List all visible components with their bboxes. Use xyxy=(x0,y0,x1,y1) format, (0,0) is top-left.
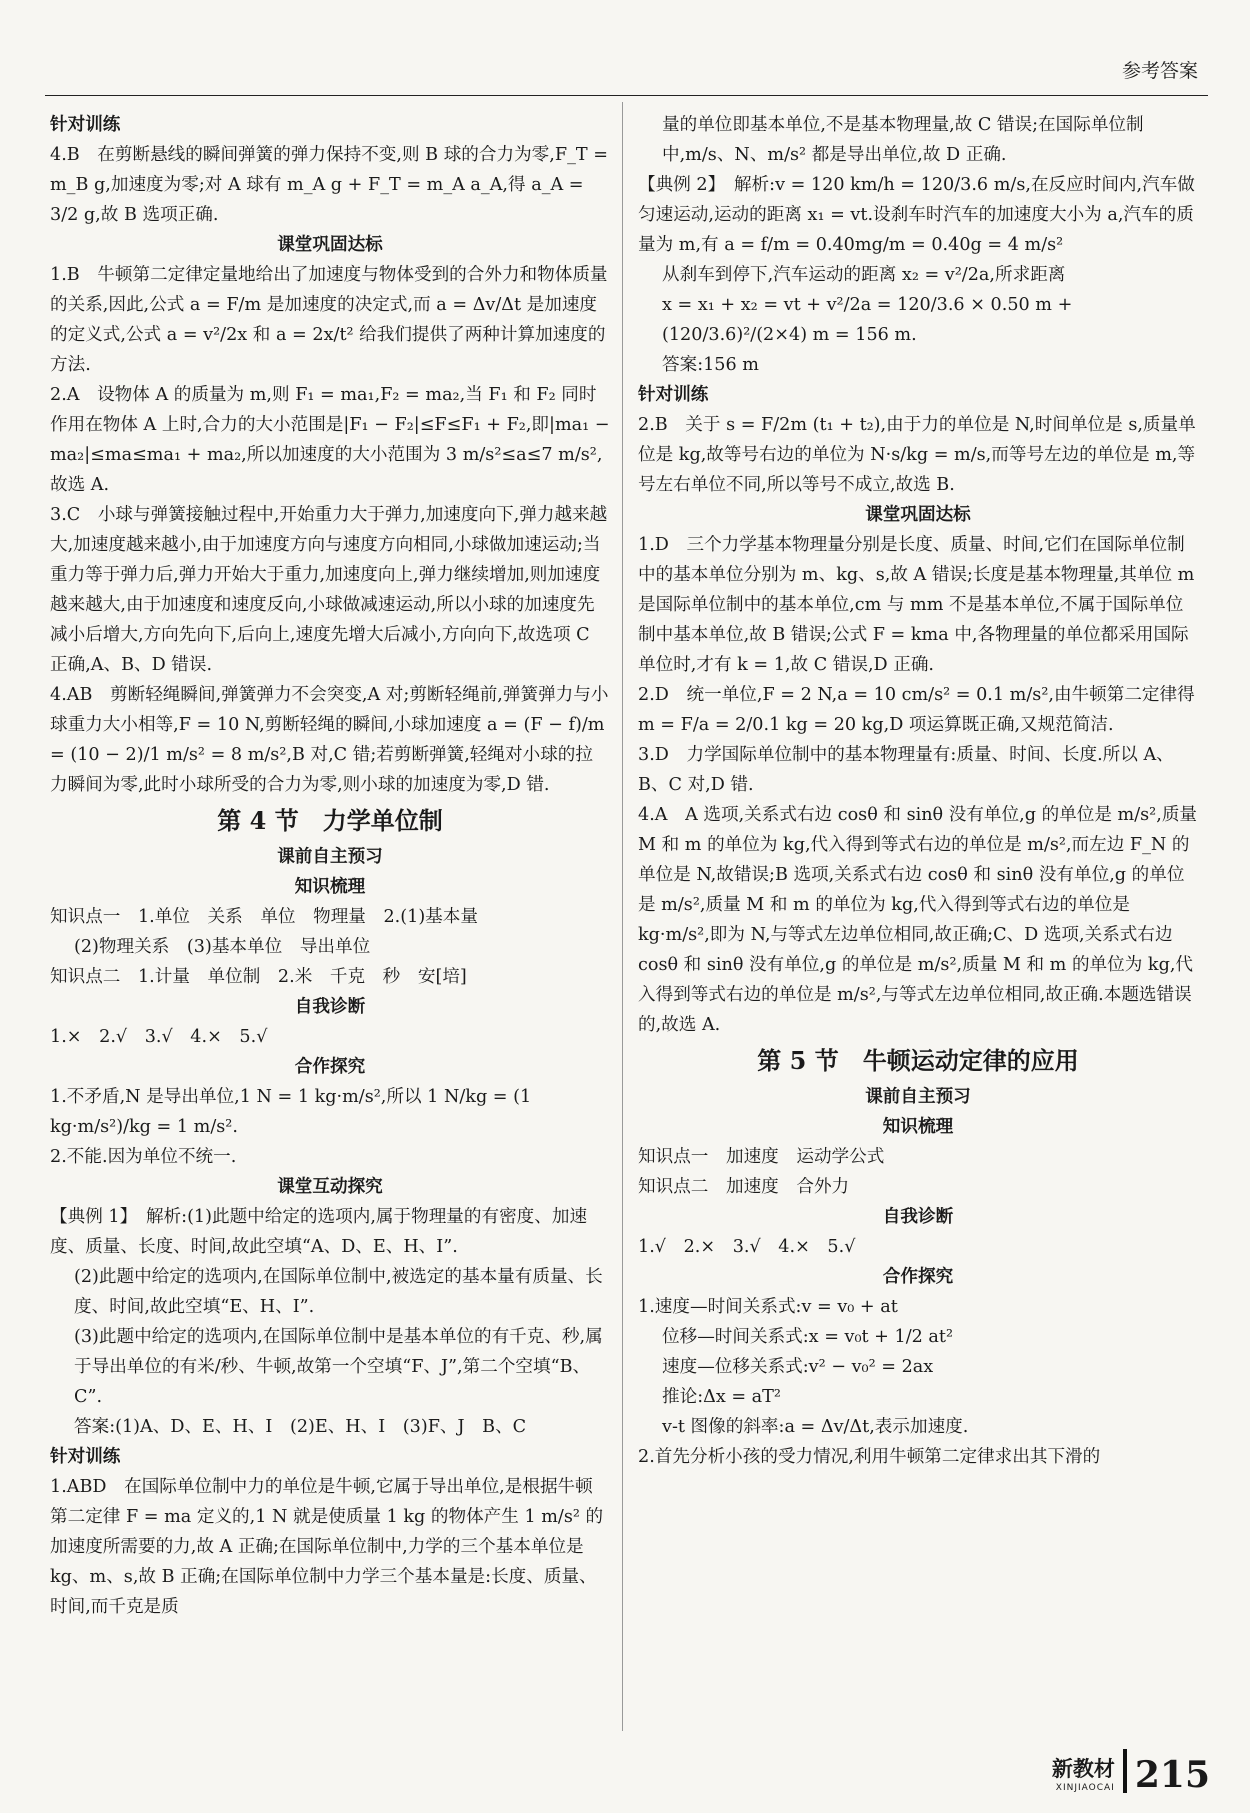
answer-paragraph: 2.D 统一单位,F = 2 N,a = 10 cm/s² = 0.1 m/s²,由牛顿第二定律得 m = F/a = 2/0.1 kg = 20 kg,D 项运算既正确,又规范简洁. xyxy=(638,685,1195,735)
chapter-title: 第 5 节 牛顿运动定律的应用 xyxy=(757,1046,1079,1075)
answer-paragraph: 知识点二 加速度 合外力 xyxy=(638,1177,850,1197)
subsection-heading: 针对训练 xyxy=(50,114,121,135)
answer-paragraph: 量的单位即基本单位,不是基本物理量,故 C 错误;在国际单位制中,m/s、N、m/s² 都是导出单位,故 D 正确. xyxy=(662,115,1144,165)
answer-paragraph: 2.不能.因为单位不统一. xyxy=(50,1147,237,1167)
section-heading: 课前自主预习 xyxy=(277,846,383,867)
section-heading: 合作探究 xyxy=(294,1056,366,1077)
section-heading: 自我诊断 xyxy=(294,996,366,1017)
answer-paragraph: 4.AB 剪断轻绳瞬间,弹簧弹力不会突变,A 对;剪断轻绳前,弹簧弹力与小球重力大小相等,F = 10 N,剪断轻绳的瞬间,小球加速度 a = (F − f)/m = (10 − 2)/1 m/s² = 8 m/s²,B 对,C 错;若剪断弹簧,轻绳对小球的拉力瞬间为零,此时小球所受的合力为零,则小球的加速度为零,D 错. xyxy=(50,685,609,795)
answer-paragraph: v-t 图像的斜率:a = Δv/Δt,表示加速度. xyxy=(662,1417,969,1437)
brand-pinyin: XINJIAOCAI xyxy=(1055,1783,1115,1793)
brand-logo xyxy=(1052,1753,1115,1793)
answer-paragraph: 答案:(1)A、D、E、H、I (2)E、H、I (3)F、J B、C xyxy=(74,1417,527,1437)
section-heading: 合作探究 xyxy=(882,1266,954,1287)
answer-paragraph: 知识点一 1.单位 关系 单位 物理量 2.(1)基本量 xyxy=(50,907,478,927)
section-heading: 知识梳理 xyxy=(294,876,366,897)
answer-paragraph: 4.A A 选项,关系式右边 cosθ 和 sinθ 没有单位,g 的单位是 m/s²,质量 M 和 m 的单位为 kg,代入得到等式右边的单位是 m/s²,而左边 F_N 的单位是 N,故错误;B 选项,关系式右边 cosθ 和 sinθ 没有单位,g 的单位是 m/s²,质量 M 和 m 的单位为 kg,代入得到等式右边的单位是 kg·m/s²,即为 N,与等式左边单位相同,故正确;C、D 选项,关系式右边 cosθ 和 sinθ 没有单位,g 的单位是 m/s²,质量 M 和 m 的单位为 kg,代入得到等式右边的单位是 m/s²,与等式左边单位相同,故正确.本题选错误的,故选 A. xyxy=(638,805,1198,1035)
header-rule xyxy=(45,95,1208,96)
answer-paragraph: (2)此题中给定的选项内,在国际单位制中,被选定的基本量有质量、长度、时间,故此空填“E、H、I”. xyxy=(74,1267,603,1317)
subsection-heading: 针对训练 xyxy=(50,1446,121,1467)
section-heading: 知识梳理 xyxy=(882,1116,954,1137)
brand-name: 新教材 xyxy=(1051,1757,1115,1781)
page-footer xyxy=(1051,1749,1210,1796)
answer-paragraph: 推论:Δx = aT² xyxy=(662,1387,781,1407)
answer-paragraph: 1.√ 2.× 3.√ 4.× 5.√ xyxy=(638,1237,856,1257)
answer-paragraph: 2.B 关于 s = F/2m (t₁ + t₂),由于力的单位是 N,时间单位是 s,质量单位是 kg,故等号右边的单位为 N·s/kg = m/s,而等号左边的单位是 m,等号左右单位不同,所以等号不成立,故选 B. xyxy=(638,415,1196,495)
answer-paragraph: 3.C 小球与弹簧接触过程中,开始重力大于弹力,加速度向下,弹力越来越大,加速度越来越小,由于加速度方向与速度方向相同,小球做加速运动;当重力等于弹力后,弹力开始大于重力,加速度向上,弹力继续增加,则加速度越来越大,由于加速度和速度反向,小球做减速运动,所以小球的加速度先减小后增大,方向先向下,后向上,速度先增大后减小,方向向下,故选项 C 正确,A、B、D 错误. xyxy=(50,505,608,675)
answer-paragraph: 1.不矛盾,N 是导出单位,1 N = 1 kg·m/s²,所以 1 N/kg = (1 kg·m/s²)/kg = 1 m/s². xyxy=(50,1087,532,1137)
answer-paragraph: 1.速度—时间关系式:v = v₀ + at xyxy=(638,1297,898,1317)
answer-paragraph: 3.D 力学国际单位制中的基本物理量有:质量、时间、长度.所以 A、B、C 对,D 错. xyxy=(638,745,1174,795)
answer-paragraph: 1.ABD 在国际单位制中力的单位是牛顿,它属于导出单位,是根据牛顿第二定律 F = ma 定义的,1 N 就是使质量 1 kg 的物体产生 1 m/s² 的加速度所需要的力,故 A 正确;在国际单位制中,力学的三个基本单位是 kg、m、s,故 B 正确;在国际单位制中力学三个基本量是:长度、质量、时间,而千克是质 xyxy=(50,1477,604,1617)
answer-paragraph: 知识点二 1.计量 单位制 2.米 千克 秒 安[培] xyxy=(50,967,467,987)
answer-paragraph: 2.A 设物体 A 的质量为 m,则 F₁ = ma₁,F₂ = ma₂,当 F₁ 和 F₂ 同时作用在物体 A 上时,合力的大小范围是|F₁ − F₂|≤F≤F₁ + F₂,即|ma₁ − ma₂|≤ma≤ma₁ + ma₂,所以加速度的大小范围为 3 m/s²≤a≤7 m/s²,故选 A. xyxy=(50,385,610,495)
answer-paragraph: (3)此题中给定的选项内,在国际单位制中是基本单位的有千克、秒,属于导出单位的有米/秒、牛顿,故第一个空填“F、J”,第二个空填“B、C”. xyxy=(74,1327,603,1407)
answer-paragraph: x = x₁ + x₂ = vt + v²/2a = 120/3.6 × 0.50 m + (120/3.6)²/(2×4) m = 156 m. xyxy=(662,295,1073,345)
answer-paragraph: 从刹车到停下,汽车运动的距离 x₂ = v²/2a,所求距离 xyxy=(662,265,1066,285)
page-number: 215 xyxy=(1134,1754,1210,1796)
right-column xyxy=(638,110,1198,1472)
section-heading: 课堂巩固达标 xyxy=(865,504,971,525)
section-heading: 自我诊断 xyxy=(882,1206,954,1227)
section-heading: 课前自主预习 xyxy=(865,1086,971,1107)
page-header-title: 参考答案 xyxy=(1121,60,1198,82)
chapter-title: 第 4 节 力学单位制 xyxy=(217,806,443,835)
section-heading: 课堂互动探究 xyxy=(277,1176,383,1197)
answer-paragraph: 位移—时间关系式:x = v₀t + 1/2 at² xyxy=(662,1327,954,1347)
answer-paragraph: 1.× 2.√ 3.√ 4.× 5.√ xyxy=(50,1027,268,1047)
answer-paragraph: 答案:156 m xyxy=(662,355,759,375)
answer-paragraph: 【典例 1】 解析:(1)此题中给定的选项内,属于物理量的有密度、加速度、质量、长度、时间,故此空填“A、D、E、H、I”. xyxy=(50,1207,588,1257)
answer-paragraph: 1.D 三个力学基本物理量分别是长度、质量、时间,它们在国际单位制中的基本单位分别为 m、kg、s,故 A 错误;长度是基本物理量,其单位 m 是国际单位制中的基本单位,cm 与 mm 不是基本单位,不属于国际单位制中基本单位,故 B 错误;公式 F = kma 中,各物理量的单位都采用国际单位时,才有 k = 1,故 C 错误,D 正确. xyxy=(638,535,1195,675)
section-heading: 课堂巩固达标 xyxy=(277,234,383,255)
answer-paragraph: 2.首先分析小孩的受力情况,利用牛顿第二定律求出其下滑的 xyxy=(638,1447,1101,1467)
answer-paragraph: 知识点一 加速度 运动学公式 xyxy=(638,1147,885,1167)
answer-paragraph: (2)物理关系 (3)基本单位 导出单位 xyxy=(74,937,371,957)
column-divider xyxy=(622,102,623,1731)
subsection-heading: 针对训练 xyxy=(638,384,709,405)
answer-paragraph: 【典例 2】 解析:v = 120 km/h = 120/3.6 m/s,在反应时间内,汽车做匀速运动,运动的距离 x₁ = vt.设刹车时汽车的加速度大小为 a,汽车的质量为 m,有 a = f/m = 0.40mg/m = 0.40g = 4 m/s² xyxy=(638,175,1195,255)
answer-paragraph: 4.B 在剪断悬线的瞬间弹簧的弹力保持不变,则 B 球的合力为零,F_T = m_B g,加速度为零;对 A 球有 m_A g + F_T = m_A a_A,得 a_A = 3/2 g,故 B 选项正确. xyxy=(50,145,608,225)
answer-paragraph: 1.B 牛顿第二定律定量地给出了加速度与物体受到的合外力和物体质量的关系,因此,公式 a = F/m 是加速度的决定式,而 a = Δv/Δt 是加速度的定义式,公式 a = v²/2x 和 a = 2x/t² 给我们提供了两种计算加速度的方法. xyxy=(50,265,608,375)
answer-paragraph: 速度—位移关系式:v² − v₀² = 2ax xyxy=(662,1357,934,1377)
left-column xyxy=(50,110,610,1622)
page-number-bar xyxy=(1123,1749,1127,1793)
